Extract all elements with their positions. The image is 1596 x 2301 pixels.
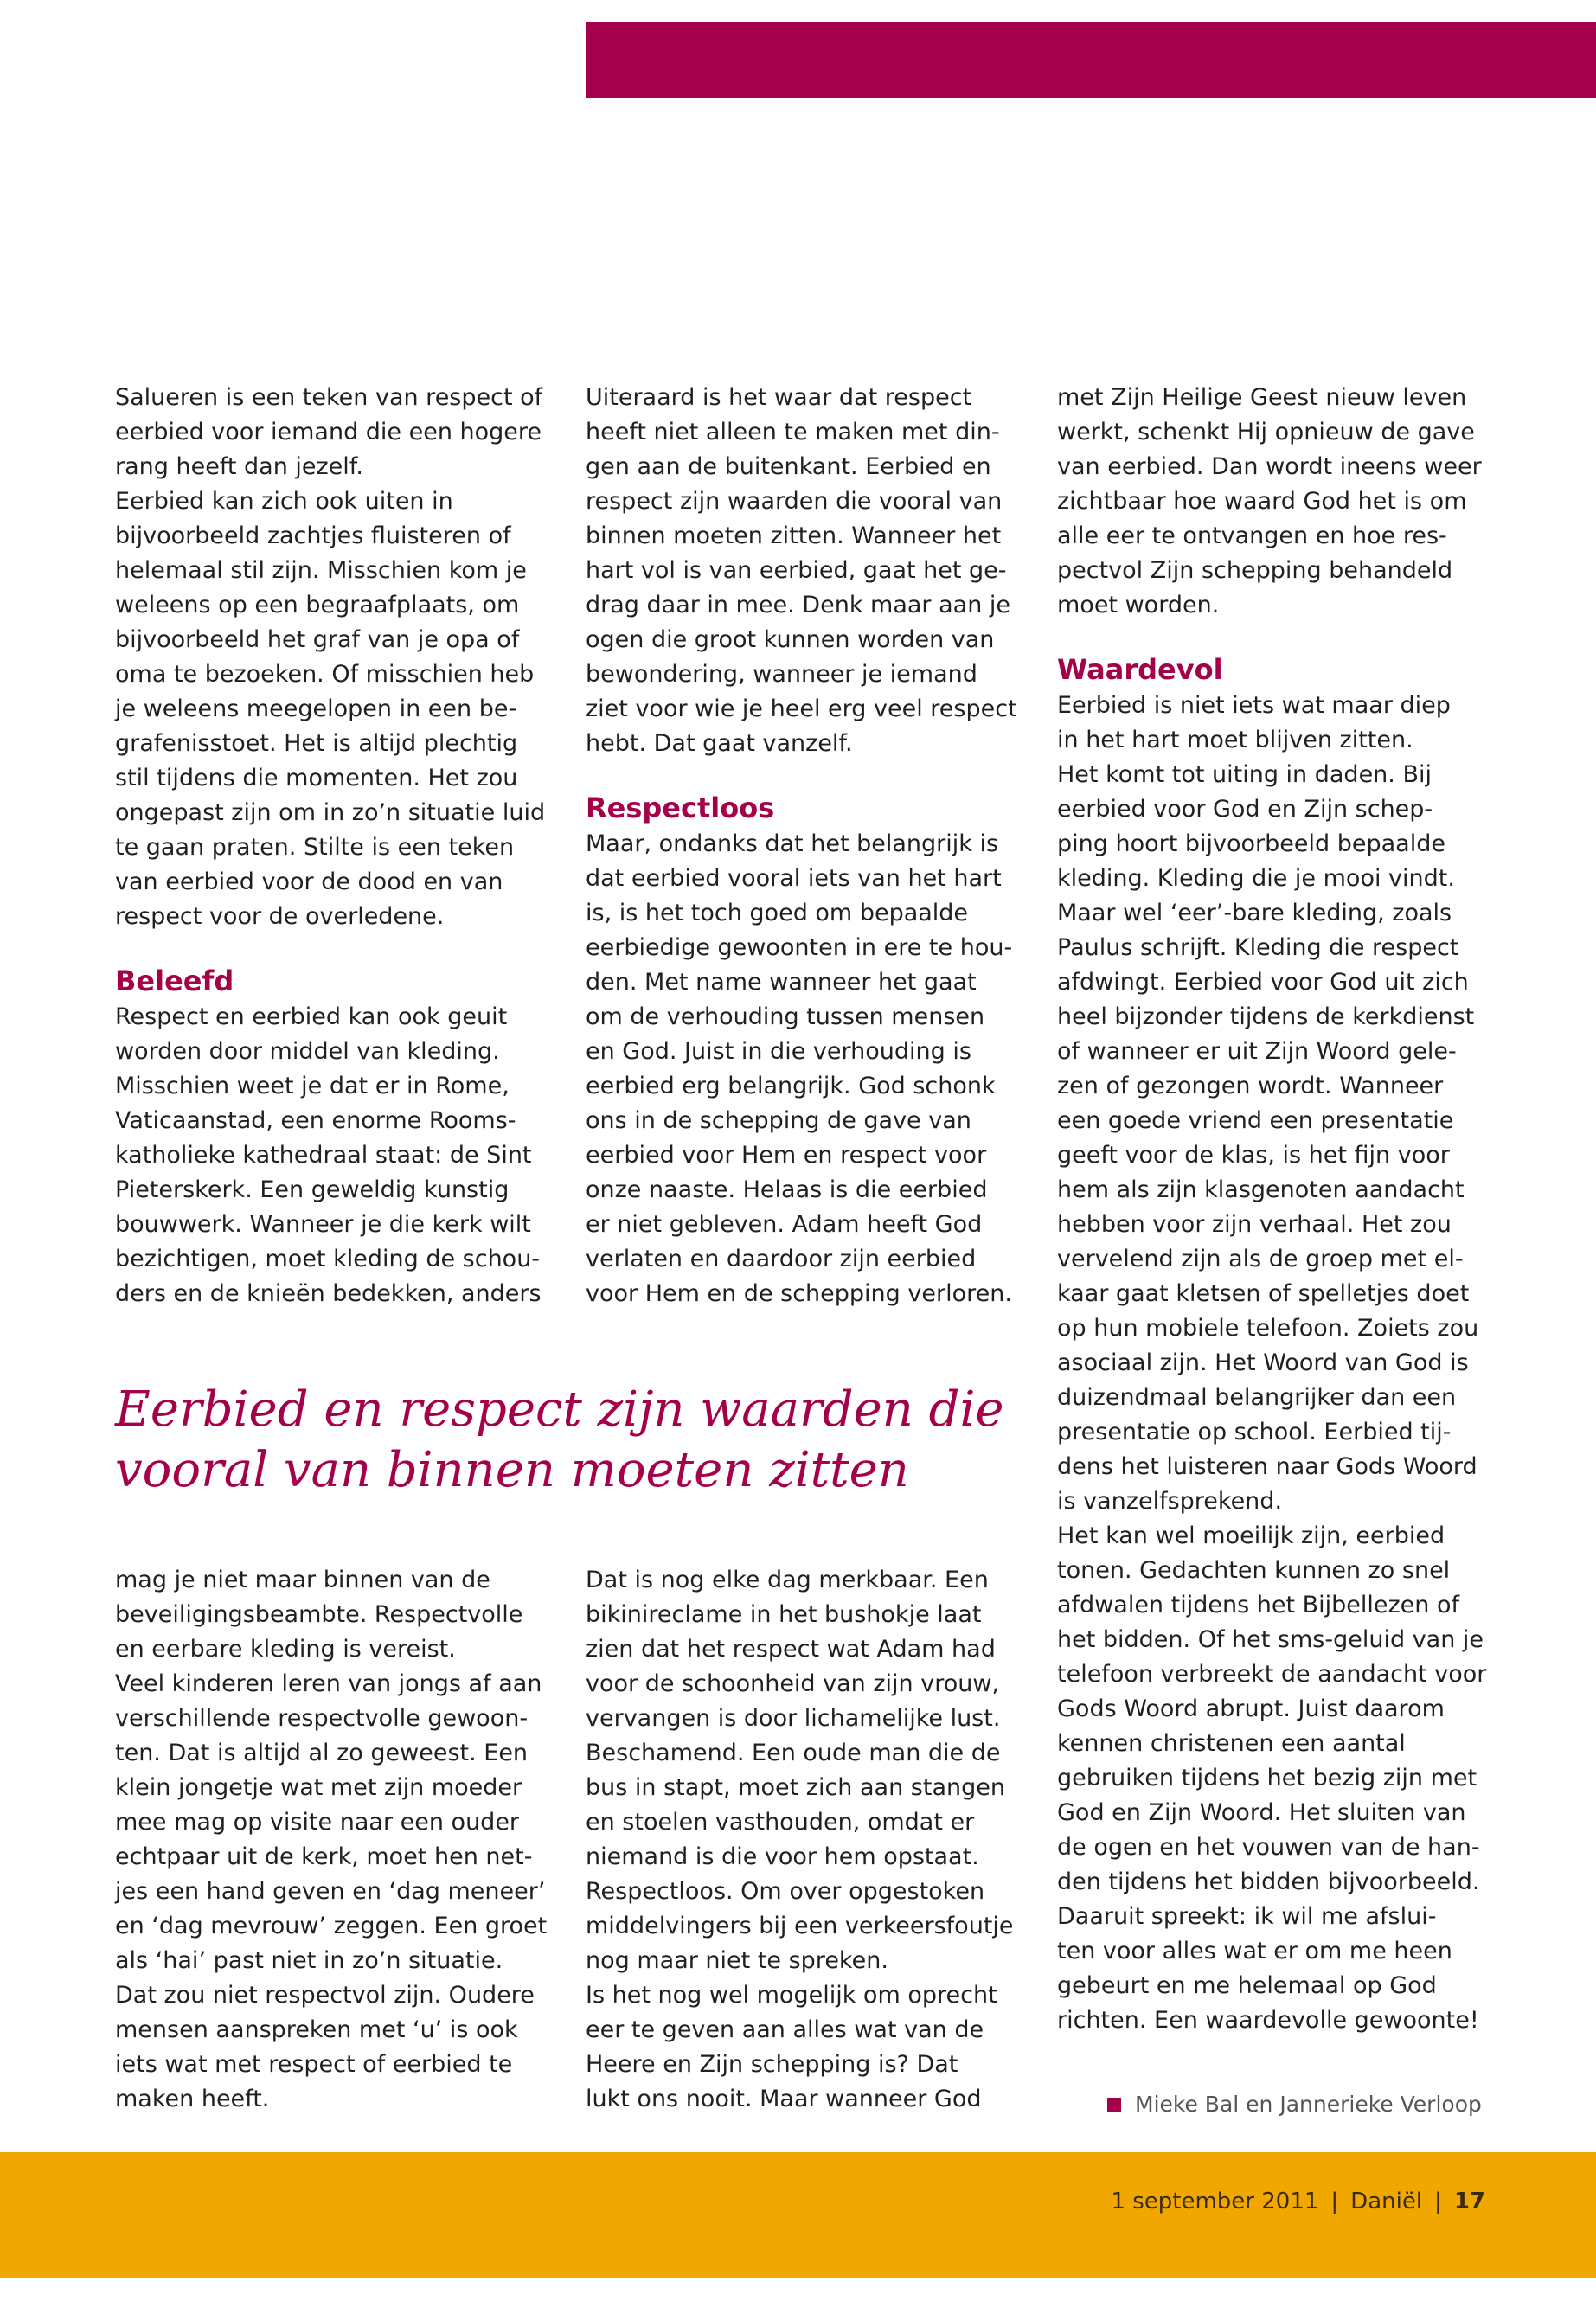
- footer-info: [1111, 2189, 1485, 2214]
- paragraph: Dat is nog elke dag merkbaar. Een bikinireclame in het bushokje laat zien dat het respect wat Adam had voor de schoonheid van zijn vrouw, vervangen is door lichamelijke lust. Beschamend. Een oude man die de bus in stapt, moet zich aan stangen en stoelen vasthouden, omdat er niemand is die voor hem opstaat. Respectloos. Om over opgestoken middelvingers bij een verkeersfoutje nog maar niet te spreken. Is het nog wel mogelijk om oprecht eer te geven aan alles wat van de Heere en Zijn schepping is? Dat lukt ons nooit. Maar wanneer God: [586, 1567, 1014, 2112]
- pull-quote: Eerbied en respect zijn waarden die vooral van binnen moeten zitten: [115, 1381, 1004, 1498]
- separator: |: [1330, 2189, 1339, 2214]
- column-3: [1057, 381, 1507, 2038]
- column-2-top: [586, 381, 1035, 1311]
- paragraph: Salueren is een teken van respect of eerbied voor iemand die een hogere rang heeft dan jezelf. Eerbied kan zich ook uiten in bijvoorbeeld zachtjes fluisteren of helemaal stil zijn. Misschien kom je weleens op een begraafplaats, om bijvoorbeeld het graf van je opa of oma te bezoeken. Of misschien heb je weleens meegelopen in een be- grafenisstoet. Het is altijd plechtig stil tijdens die momenten. Het zou ongepast zijn om in zo’n situatie luid te gaan praten. Stilte is een teken van eerbied voor de dood en van respect voor de overledene.: [115, 384, 546, 930]
- top-accent-bar: [586, 22, 1596, 98]
- paragraph: mag je niet maar binnen van de beveiligingsbeambte. Respectvolle en eerbare kleding is vereist. Veel kinderen leren van jongs af aan verschillende respectvolle gewoon- ten. Dat is altijd al zo geweest. Een klein jongetje wat met zijn moeder mee mag op visite naar een ouder echtpaar uit de kerk, moet hen net- jes een hand geven en ‘dag meneer’ en ‘dag mevrouw’ zeggen. Een groet als ‘hai’ past niet in zo’n situatie. Dat zou niet respectvol zijn. Oudere mensen aanspreken met ‘u’ is ook iets wat met respect of eerbied te maken heeft.: [115, 1567, 548, 2112]
- square-bullet-icon: [1107, 2098, 1121, 2112]
- paragraph: Respect en eerbied kan ook geuit worden door middel van kleding. Misschien weet je dat er in Rome, Vaticaanstad, een enorme Rooms- katholieke kathedraal staat: de Sint Pieterskerk. Een geweldig kunstig bouwwerk. Wanneer je die kerk wilt bezichtigen, moet kleding de schou- ders en de knieën bedekken, anders: [115, 1003, 542, 1307]
- paragraph: Eerbied is niet iets wat maar diep in het hart moet blijven zitten. Het komt tot uiting in daden. Bij eerbied voor God en Zijn schep- ping hoort bijvoorbeeld bepaalde kleding. Kleding die je mooi vindt. Maar wel ‘eer’-bare kleding, zoals Paulus schrijft. Kleding die respect afdwingt. Eerbied voor God uit zich heel bijzonder tijdens de kerkdienst of wanneer er uit Zijn Woord gele- zen of gezongen wordt. Wanneer een goede vriend een presentatie geeft voor de klas, is het fijn voor hem als zijn klasgenoten aandacht hebben voor zijn verhaal. Het zou vervelend zijn als de groep met el- kaar gaat kletsen of spelletjes doet op hun mobiele telefoon. Zoiets zou asociaal zijn. Het Woord van God is duizendmaal belangrijker dan een presentatie op school. Eerbied tij- dens het luisteren naar Gods Woord is vanzelfsprekend. Het kan wel moeilijk zijn, eerbied tonen. Gedachten kunnen zo snel afdwalen tijdens het Bijbellezen of het bidden. Of het sms-geluid van je telefoon verbreekt de aandacht voor Gods Woord abrupt. Juist daarom kennen christenen een aantal gebruiken tijdens het bezig zijn met God en Zijn Woord. Het sluiten van de ogen en het vouwen van de han- den tijdens het bidden bijvoorbeeld. Daaruit spreekt: ik wil me afslui- ten voor alles wat er om me heen gebeurt en me helemaal op God richten. Een waardevolle gewoonte!: [1057, 692, 1487, 2034]
- footer-bar: [0, 2152, 1596, 2278]
- column-1-top: [115, 381, 565, 1311]
- section-heading-respectloos: Respectloos: [586, 792, 775, 824]
- paragraph: Uiteraard is het waar dat respect heeft niet alleen te maken met din- gen aan de buitenkant. Eerbied en respect zijn waarden die vooral van binnen moeten zitten. Wanneer het hart vol is van eerbied, gaat het ge- drag daar in mee. Denk maar aan je ogen die groot kunnen worden van bewondering, wanneer je iemand ziet voor wie je heel erg veel respect hebt. Dat gaat vanzelf.: [586, 384, 1017, 757]
- author-names: Mieke Bal en Jannerieke Verloop: [1135, 2092, 1482, 2117]
- author-byline: [1107, 2092, 1482, 2117]
- issue-date: 1 september 2011: [1111, 2189, 1319, 2214]
- paragraph: met Zijn Heilige Geest nieuw leven werkt, schenkt Hij opnieuw de gave van eerbied. Dan wordt ineens weer zichtbaar hoe waard God het is om alle eer te ontvangen en hoe res- pectvol Zijn schepping behandeld moet worden.: [1057, 384, 1482, 619]
- section-heading-beleefd: Beleefd: [115, 965, 234, 997]
- column-1-bottom: [115, 1563, 565, 2117]
- separator: |: [1434, 2189, 1442, 2214]
- section-heading-waardevol: Waardevol: [1057, 653, 1223, 686]
- page-number: 17: [1453, 2189, 1485, 2214]
- paragraph: Maar, ondanks dat het belangrijk is dat eerbied vooral iets van het hart is, is het toch goed om bepaalde eerbiedige gewoonten in ere te hou- den. Met name wanneer het gaat om de verhouding tussen mensen en God. Juist in die verhouding is eerbied erg belangrijk. God schonk ons in de schepping de gave van eerbied voor Hem en respect voor onze naaste. Helaas is die eerbied er niet gebleven. Adam heeft God verlaten en daardoor zijn eerbied voor Hem en de schepping verloren.: [586, 830, 1013, 1307]
- column-2-bottom: [586, 1563, 1035, 2117]
- magazine-name: Daniël: [1350, 2189, 1423, 2214]
